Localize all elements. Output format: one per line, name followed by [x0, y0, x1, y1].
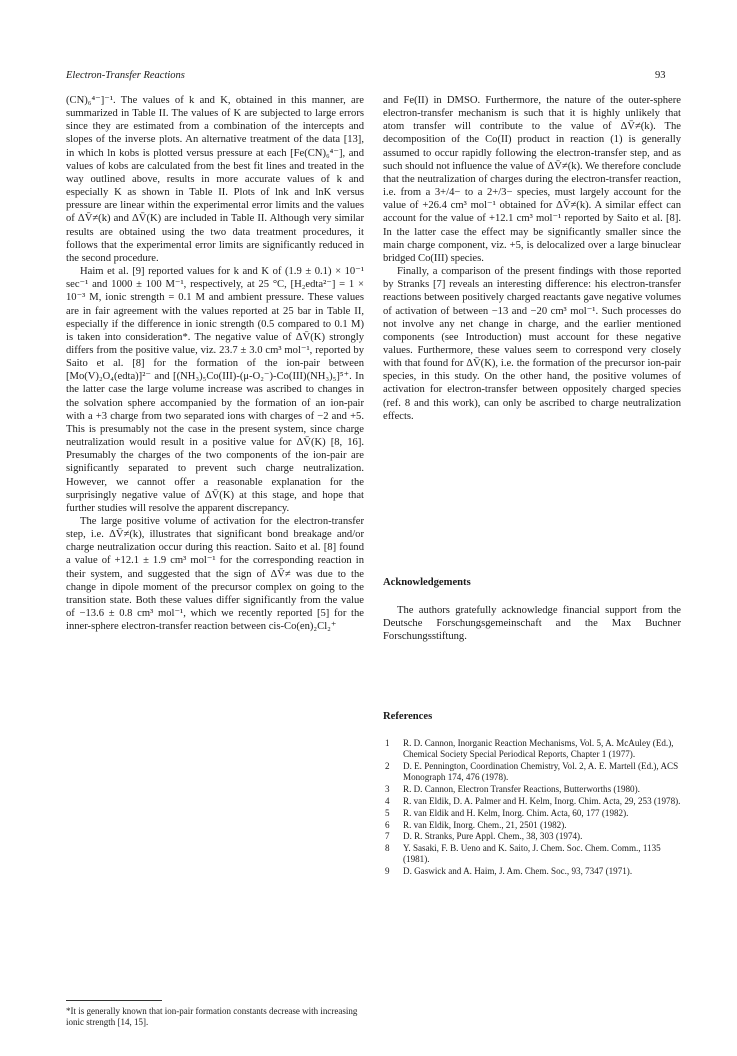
reference-number: 4	[385, 795, 390, 806]
reference-text: Y. Sasaki, F. B. Ueno and K. Saito, J. Chem. Soc. Chem. Comm., 1135 (1981).	[403, 843, 661, 865]
reference-text: D. Gaswick and A. Haim, J. Am. Chem. Soc., 93, 7347 (1971).	[403, 866, 633, 877]
reference-text: R. D. Cannon, Inorganic Reaction Mechanisms, Vol. 5, A. McAuley (Ed.), Chemical Society Special Periodical Reports, Chapter 1 (1977).	[403, 738, 674, 760]
reference-item	[383, 831, 681, 842]
footnote-rule	[66, 1000, 162, 1001]
reference-text: R. van Eldik, Inorg. Chem., 21, 2501 (1982).	[403, 819, 567, 830]
reference-item	[383, 820, 681, 831]
body-paragraph: The large positive volume of activation for the electron-transfer step, i.e. ΔV̄≠(k), illustrates that significant bond breakage and/or charge neutralization occur during this reaction. Saito et al. [8] found a value of +12.1 ± 1.9 cm³ mol⁻¹ for the corresponding reaction in their system, and suggested that the sign of ΔV̄≠ was due to the change in dipole moment of the precursor complex on going to the transition state. Both these values differ significantly from the value of −13.6 ± 0.8 cm³ mol⁻¹, which we recently reported [5] for the inner-sphere electron-transfer reaction between cis-Co(en)₂Cl₂⁺	[66, 516, 364, 633]
reference-text: R. van Eldik, D. A. Palmer and H. Kelm, Inorg. Chim. Acta, 29, 253 (1978).	[403, 795, 681, 806]
reference-number: 3	[385, 784, 390, 795]
reference-number: 5	[385, 807, 390, 818]
reference-number: 8	[385, 843, 390, 854]
reference-text: R. D. Cannon, Electron Transfer Reactions, Butterworths (1980).	[403, 784, 640, 795]
right-column	[383, 94, 681, 423]
body-paragraph: Finally, a comparison of the present findings with those reported by Stranks [7] reveals an interesting difference: his electron-transfer reactions between positively charged reactants gave negative volumes of activation of between −13 and −20 cm³ mol⁻¹. Such processes do not involve any net change in charge, and the earlier mentioned components (see Introduction) must account for these negative values. Furthermore, these values seem to correspond very closely with that found for ΔV̄(K), i.e. the formation of the precursor ion-pair species, in this study. On the other hand, the positive volumes of activation for electron-transfer between oppositely charged species (ref. 8 and this work), can only be ascribed to charge neutralization effects.	[383, 266, 681, 422]
body-paragraph: (CN)₆⁴⁻]⁻¹. The values of k and K, obtained in this manner, are summarized in Table II. The values of K are subjected to large errors since they are estimated from a combination of the intercepts and slopes of the inverse plots. An alternative treatment of the data [13], in which ln kobs is plotted versus pressure at each [Fe(CN)₆⁴⁻], and values of kobs are calculated from the best fit lines and treated in the way outlined above, results in more accurate values of k and especially K as shown in Table II. Plots of lnk and lnK versus pressure are linear within the experimental error limits and the values of ΔV̄≠(k) and ΔV̄(K) are included in Table II. Although very similar results are obtained using the two data treatment procedures, it follows that the experimental error limits are significantly reduced in the second procedure.	[66, 95, 364, 264]
references-heading: References	[383, 711, 433, 722]
reference-item	[383, 796, 681, 807]
reference-text: D. E. Pennington, Coordination Chemistry, Vol. 2, A. E. Martell (Ed.), ACS Monograph 174, 476 (1978).	[403, 761, 679, 783]
reference-item	[383, 843, 681, 866]
footnote: *It is generally known that ion-pair formation constants decrease with increasing ionic strength [14, 15].	[66, 1006, 358, 1028]
reference-item	[383, 784, 681, 795]
page-number: 93	[655, 70, 666, 81]
body-paragraph: Haim et al. [9] reported values for k and K of (1.9 ± 0.1) × 10⁻¹ sec⁻¹ and 1000 ± 100 M⁻¹, respectively, at 25 °C, [H₂edta²⁻] = 1 × 10⁻³ M, ionic strength = 0.1 M and ambient pressure. These values are in fair agreement with the values reported at 25 bar in Table II, especially if the difference in ionic strength (0.5 compared to 0.1 M) is taken into consideration*. The negative value of ΔV̄(K) strongly differs from the positive value, viz. 23.7 ± 3.0 cm³ mol⁻¹, reported by Saito et al. [8] for the formation of the ion-pair between [Mo(V)₂O₄(edta)]²⁻ and [(NH₃)₅Co(III)-(μ-O₂⁻)-Co(III)(NH₃)₅]⁵⁺. In the latter case the large volume increase was ascribed to changes in the solvation sphere accompanied by the formation of an ion-pair with a +3 charge from two separated ions with charges of −2 and +5. This is presumably not the case in the present system, since charge neutralization would result in a positive value for ΔV̄(K) [8, 16]. Presumably the charges of the two components of the ion-pair are significantly separated to prevent such charge neutralization. However, we cannot offer a reasonable explanation for the surprisingly negative value of ΔV̄(K) at this stage, and hope that further studies will resolve the apparent discrepancy.	[66, 266, 364, 514]
reference-text: D. R. Stranks, Pure Appl. Chem., 38, 303 (1974).	[403, 831, 583, 842]
reference-item	[383, 738, 681, 761]
acknowledgements-text: The authors gratefully acknowledge financial support from the Deutsche Forschungsgemeinschaft and the Max Buchner Forschungsstiftung.	[383, 605, 681, 643]
reference-item	[383, 866, 681, 877]
reference-number: 7	[385, 831, 390, 842]
left-column	[66, 94, 364, 633]
acknowledgements-heading: Acknowledgements	[383, 577, 471, 588]
reference-list	[383, 738, 681, 878]
reference-number: 1	[385, 738, 390, 748]
reference-item	[383, 808, 681, 819]
reference-number: 9	[385, 866, 390, 877]
running-title: Electron-Transfer Reactions	[66, 70, 185, 81]
reference-number: 6	[385, 819, 390, 830]
reference-number: 2	[385, 761, 390, 772]
reference-item	[383, 761, 681, 784]
body-paragraph: and Fe(II) in DMSO. Furthermore, the nature of the outer-sphere electron-transfer mechanism is such that it is highly unlikely that atom transfer will contribute to the value of ΔV̄≠(k). The decomposition of the Co(II) product in reaction (1) is generally assumed to occur rapidly following the electron-transfer step, and as such should not influence the value of ΔV̄≠(k). We therefore conclude that the neutralization of charges during the electron-transfer reaction, i.e. from a 3+/4− to a 2+/3− species, must largely account for the value of +26.4 cm³ mol⁻¹ obtained for ΔV̄≠(k). A similar effect can account for the value of +12.1 cm³ mol⁻¹ reported by Saito et al. [8]. In the latter case the effect may be significantly smaller since the main charge component, viz. +5, is delocalized over a large binuclear bridged Co(III) species.	[383, 95, 681, 264]
reference-text: R. van Eldik and H. Kelm, Inorg. Chim. Acta, 60, 177 (1982).	[403, 807, 629, 818]
